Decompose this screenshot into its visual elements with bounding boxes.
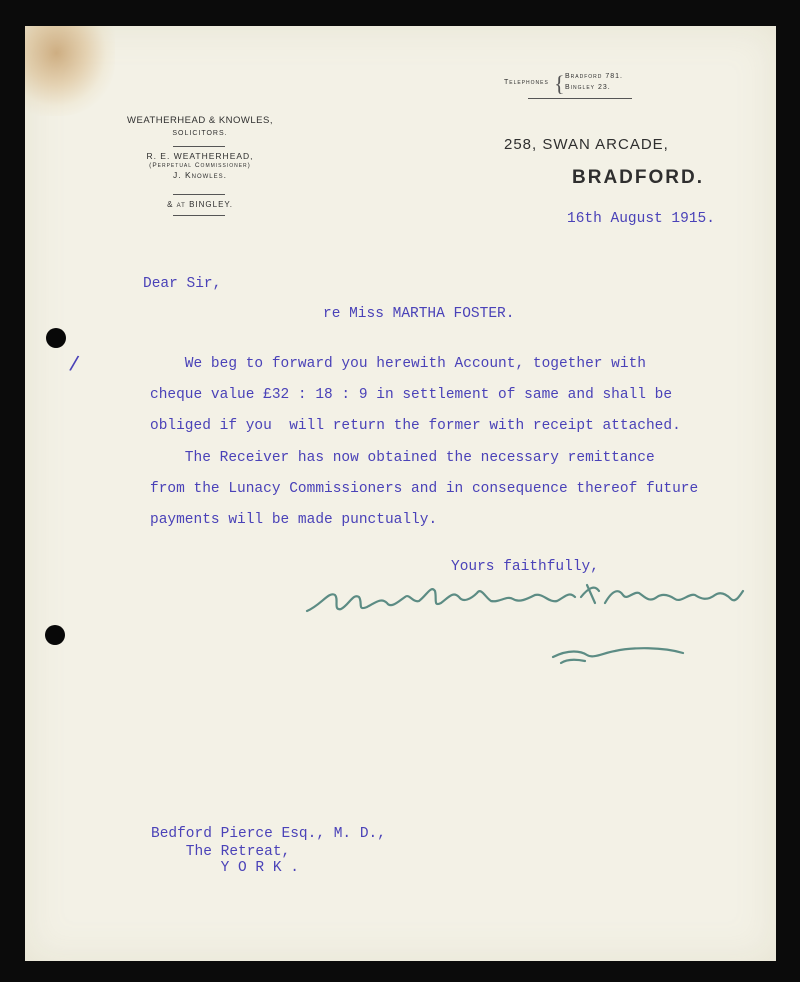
partner-1-note: (Perpetual Commissioner) bbox=[149, 162, 251, 169]
body-line-5: from the Lunacy Commissioners and in consequence thereof future bbox=[150, 481, 699, 497]
telephones-rule bbox=[528, 98, 632, 99]
telephones-label: Telephones bbox=[504, 79, 549, 86]
body-line-1: We beg to forward you herewith Account, together with bbox=[150, 356, 646, 372]
partner-2: J. Knowles. bbox=[172, 170, 227, 180]
city: BRADFORD. bbox=[572, 167, 704, 188]
phone-bingley: Bingley 23. bbox=[565, 84, 611, 91]
punch-hole-top bbox=[46, 328, 66, 348]
recipient-line-2: The Retreat, bbox=[151, 844, 291, 860]
punch-hole-bottom bbox=[45, 625, 65, 645]
letter-page bbox=[25, 26, 776, 961]
firm-name: WEATHERHEAD & KNOWLES, bbox=[127, 115, 273, 126]
body-line-2: cheque value £32 : 18 : 9 in settlement of same and shall be bbox=[150, 387, 673, 403]
partners-block bbox=[110, 151, 290, 180]
firm-rule-2 bbox=[173, 194, 225, 195]
branch-bingley: & at BINGLEY. bbox=[167, 200, 233, 209]
recipient-line-3: Y O R K . bbox=[151, 860, 299, 876]
body-line-4: The Receiver has now obtained the necessary remittance bbox=[150, 450, 655, 466]
body-line-6: payments will be made punctually. bbox=[150, 512, 438, 528]
address-line: 258, SWAN ARCADE, bbox=[504, 136, 669, 153]
firm-rule-1 bbox=[173, 146, 225, 147]
partner-1: R. E. WEATHERHEAD, bbox=[146, 151, 254, 161]
firm-role: SOLICITORS. bbox=[172, 130, 228, 137]
firm-rule-3 bbox=[173, 215, 225, 216]
recipient-line-1: Bedford Pierce Esq., M. D., bbox=[151, 826, 386, 842]
salutation: Dear Sir, bbox=[143, 276, 222, 292]
handwritten-signature bbox=[303, 581, 753, 671]
closing: Yours faithfully, bbox=[451, 559, 599, 575]
margin-mark: / bbox=[67, 350, 81, 377]
firm-block bbox=[110, 115, 290, 137]
body-line-3: obliged if you will return the former with receipt attached. bbox=[150, 418, 681, 434]
reference-line: re Miss MARTHA FOSTER. bbox=[323, 306, 515, 322]
age-stain bbox=[25, 26, 115, 116]
telephones-brace: { bbox=[554, 71, 565, 96]
letter-date: 16th August 1915. bbox=[567, 211, 715, 227]
phone-bradford: Bradford 781. bbox=[565, 73, 623, 80]
